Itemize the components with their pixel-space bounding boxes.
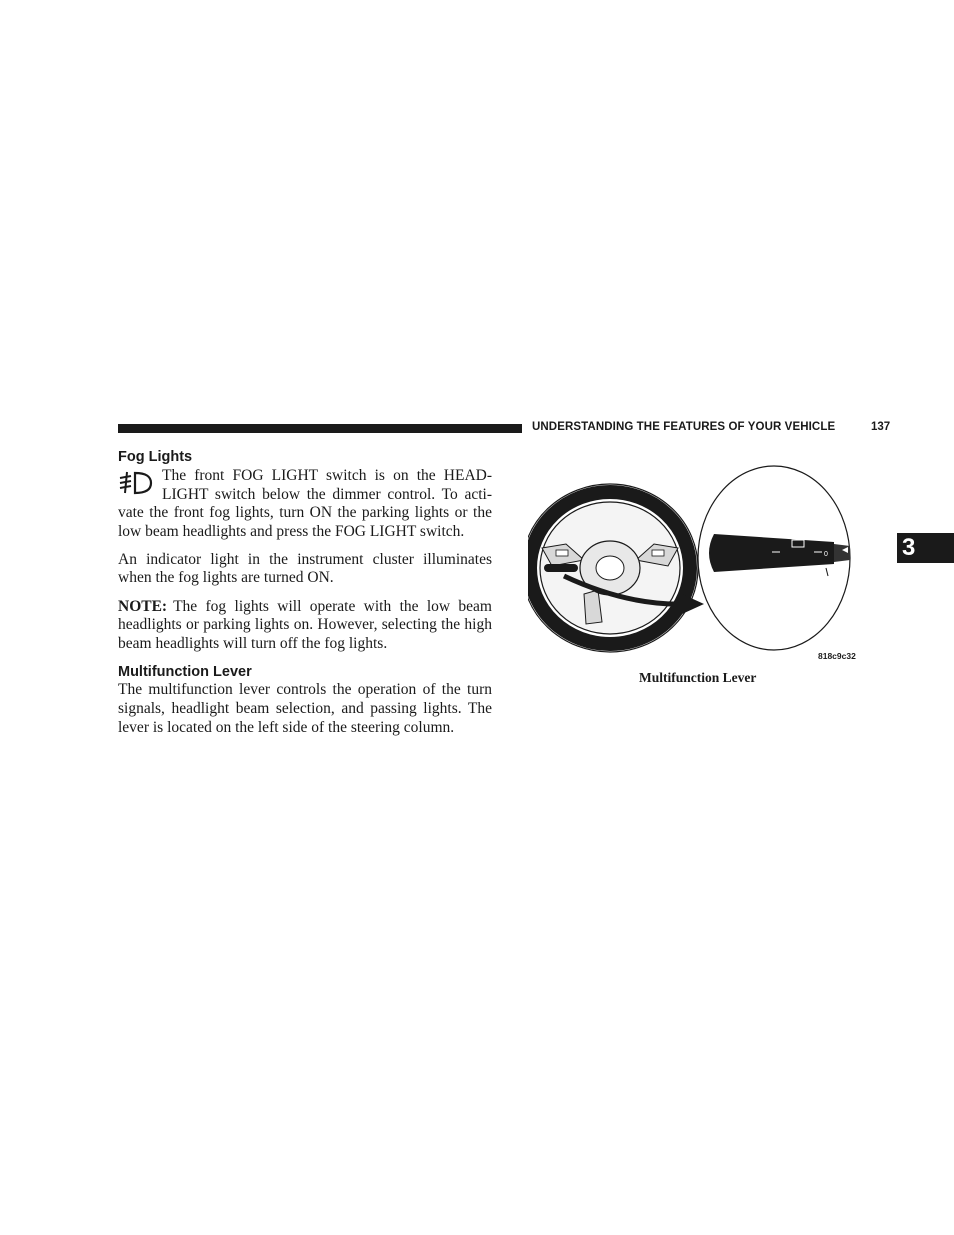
indicator-paragraph: An indicator light in the instrument cluster illuminates when the fog lights are turned ON. [118,550,492,587]
lever-closeup-inset [698,466,850,650]
note-label: NOTE: [118,597,168,615]
note-paragraph [118,598,492,654]
chapter-tab: 3 [897,533,954,563]
note-text: The fog lights will operate with the low beam headlights or parking lights on. However, selecting the high beam headlights will turn off the fog lights. [118,597,492,652]
lever-symbol-label: 0 [824,551,828,558]
header-rule [118,424,522,433]
main-text-column [118,448,492,737]
running-header-title: UNDERSTANDING THE FEATURES OF YOUR VEHICLE [532,421,836,433]
page-number: 137 [871,421,891,433]
figure-caption: Multifunction Lever [639,670,757,685]
fog-lights-text: The front FOG LIGHT switch is on the HEAD-LIGHT switch below the dimmer control. To acti-vate the front fog lights, turn ON the parking lights or the low beam headlights and press the FOG LIGHT switch. [118,467,492,540]
multifunction-lever-illustration [528,464,890,664]
multifunction-paragraph: The multifunction lever controls the operation of the turn signals, headlight beam selection, and passing lights. The lever is located on the left side of the steering column. [118,681,492,736]
figure-code: 818c9c32 [818,651,856,661]
fog-lights-paragraph [118,467,492,541]
section-heading-fog-lights: Fog Lights [118,449,193,465]
section-heading-multifunction-lever: Multifunction Lever [118,664,252,681]
steering-wheel-illustration [528,484,698,652]
fog-light-icon [118,469,154,497]
